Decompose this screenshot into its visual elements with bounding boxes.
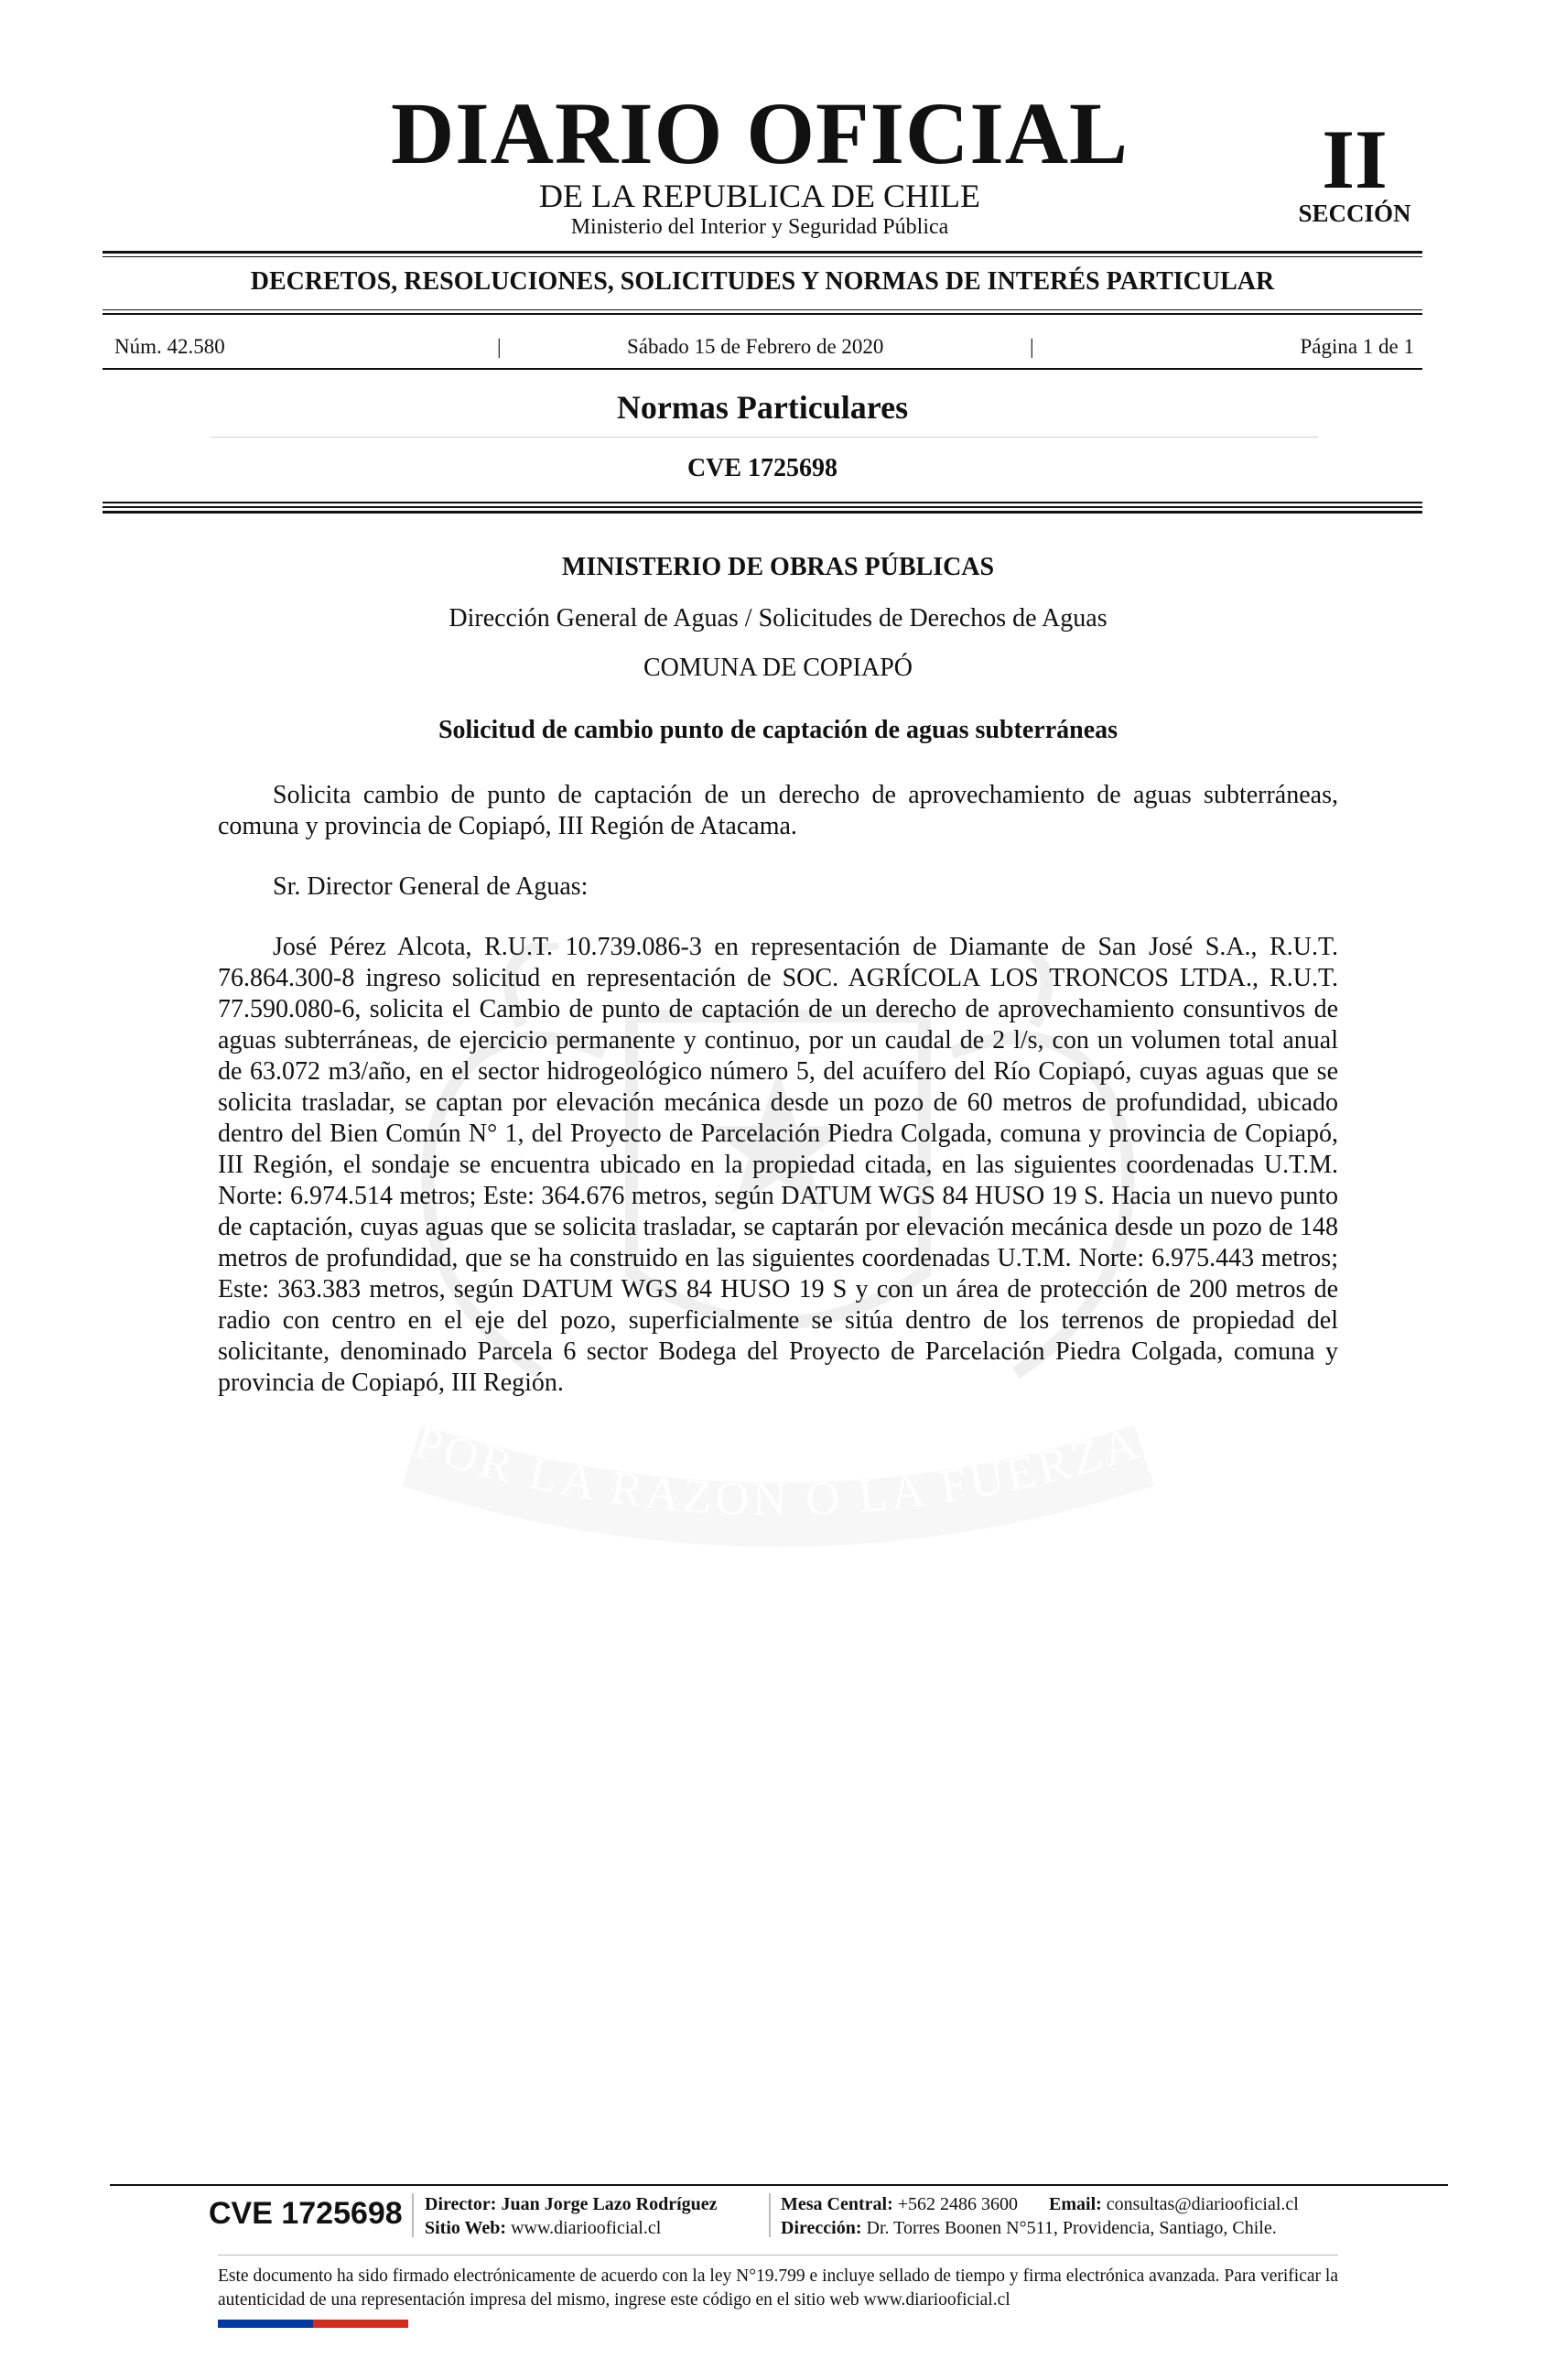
issue-date: Sábado 15 de Febrero de 2020 — [627, 335, 884, 358]
footer-legal-notice: Este documento ha sido firmado electrónicamente de acuerdo con la ley N°19.799 e incluye sellado de tiempo y firma electrónica avanzada. Para verificar la autenticidad de una representación impresa del mismo, ingrese este código en el sitio web www.diariooficial.cl — [218, 2266, 1338, 2310]
cve-code: CVE 1725698 — [686, 454, 838, 482]
document-commune: COMUNA DE COPIAPÓ — [643, 654, 913, 682]
banner-heading: DECRETOS, RESOLUCIONES, SOLICITUDES Y NORMAS DE INTERÉS PARTICULAR — [250, 267, 1275, 296]
footer-separator — [412, 2193, 414, 2237]
footer-separator — [769, 2193, 771, 2237]
info-separator: | — [1030, 335, 1034, 358]
website-label: Sitio Web: — [425, 2218, 507, 2238]
issue-info-row — [114, 333, 1414, 361]
address-label: Dirección: — [781, 2218, 862, 2238]
newspaper-title: DIARIO OFICIAL — [390, 84, 1129, 182]
section-number: II — [1322, 113, 1388, 206]
document-department: Dirección General de Aguas / Solicitudes de Derechos de Aguas — [448, 604, 1108, 633]
info-separator: | — [497, 335, 502, 358]
body-paragraph-salutation: Sr. Director General de Aguas: — [273, 872, 589, 901]
director-name: Juan Jorge Lazo Rodríguez — [501, 2194, 718, 2214]
section-label: SECCIÓN — [1298, 200, 1411, 227]
page-count: Página 1 de 1 — [1300, 335, 1414, 358]
banner-rule-bottom — [103, 313, 1422, 315]
document-heading: Solicitud de cambio punto de captación de aguas subterráneas — [438, 716, 1118, 744]
email-link[interactable]: consultas@diariooficial.cl — [1106, 2194, 1299, 2214]
header-rule-3 — [103, 511, 1422, 514]
document-ministry: MINISTERIO DE OBRAS PÚBLICAS — [561, 553, 995, 581]
masthead-rule-thin — [103, 256, 1422, 257]
footer-cve-code: CVE 1725698 — [209, 2196, 403, 2231]
flag-segment — [361, 2320, 408, 2328]
footer-rule — [110, 2184, 1448, 2186]
section-divider — [211, 437, 1318, 438]
flag-color-bar — [218, 2320, 408, 2328]
website-link[interactable]: www.diariooficial.cl — [511, 2218, 662, 2238]
email-label: Email: — [1049, 2194, 1102, 2214]
flag-segment — [313, 2320, 361, 2328]
header-rule-2 — [103, 506, 1422, 508]
section-title: Normas Particulares — [616, 389, 909, 426]
flag-segment — [265, 2320, 313, 2328]
address-text: Dr. Torres Boonen N°511, Providencia, Santiago, Chile. — [866, 2218, 1277, 2238]
motto-text: POR LA RAZON O LA FUERZA — [408, 1416, 1148, 1527]
info-rule — [103, 368, 1422, 370]
masthead-rule-thick — [103, 251, 1422, 254]
banner-rule-top — [103, 309, 1422, 310]
ministry-line: Ministerio del Interior y Seguridad Pública — [570, 215, 949, 239]
body-paragraph-main: José Pérez Alcota, R.U.T. 10.739.086-3 en representación de Diamante de San José S.A., R.U.T. 76.864.300-8 ingreso solicitud en representación de SOC. AGRÍCOLA LOS TRONCOS LTDA., R.U.T. 77.590.080-6, solicita el Cambio de punto de captación de un derecho de aprovechamiento consuntivos de aguas subterráneas, de ejercicio permanente y continuo, por un caudal de 2 l/s, con un volumen total anual de 63.072 m3/año, en el sector hidrogeológico número 5, del acuífero del Río Copiapó, cuyas aguas que se solicita trasladar, se captan por elevación mecánica desde un pozo de 60 metros de profundidad, ubicado dentro del Bien Común N° 1, del Proyecto de Parcelación Piedra Colgada, comuna y provincia de Copiapó, III Región, el sondaje se encuentra ubicado en la propiedad citada, en las siguientes coordenadas U.T.M. Norte: 6.974.514 metros; Este: 364.676 metros, según DATUM WGS 84 HUSO 19 S. Hacia un nuevo punto de captación, cuyas aguas que se solicita trasladar, se captarán por elevación mecánica desde un pozo de 148 metros de profundidad, que se ha construido en las siguientes coordenadas U.T.M. Norte: 6.975.443 metros; Este: 363.383 metros, según DATUM WGS 84 HUSO 19 S y con un área de protección de 200 metros de radio con centro en el eje del pozo, superficialmente se sitúa dentro de los terrenos de propiedad del solicitante, denominado Parcela 6 sector Bodega del Proyecto de Parcelación Piedra Colgada, comuna y provincia de Copiapó, III Región. — [218, 933, 1338, 1397]
header-rule-1 — [103, 502, 1422, 503]
body-paragraph-intro: Solicita cambio de punto de captación de un derecho de aprovechamiento de aguas subterráneas, comuna y provincia de Copiapó, III Región de Atacama. — [218, 781, 1338, 840]
phone-number: +562 2486 3600 — [897, 2194, 1019, 2214]
footer-contact-block — [781, 2192, 1299, 2240]
issue-number: Núm. 42.580 — [114, 335, 225, 358]
footer-director-block — [425, 2192, 718, 2240]
footer-divider — [218, 2255, 1338, 2256]
newspaper-subtitle: DE LA REPUBLICA DE CHILE — [539, 178, 980, 214]
phone-label: Mesa Central: — [781, 2194, 893, 2214]
flag-segment — [218, 2320, 265, 2328]
director-label: Director: — [425, 2194, 497, 2214]
